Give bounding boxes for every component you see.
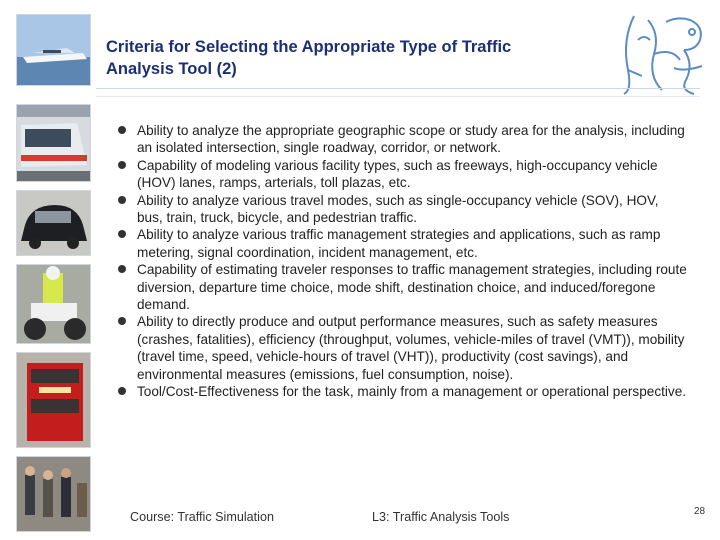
- bullet-dot-icon: [118, 317, 126, 325]
- bullet-text: Capability of modeling various facility types, such as freeways, high-occupancy vehicle (HOV) lanes, ramps, arterials, toll plazas, etc.: [137, 157, 658, 191]
- bullet-dot-icon: [118, 387, 126, 395]
- footer-lecture: L3: Traffic Analysis Tools: [372, 510, 510, 524]
- bus-photo: [16, 352, 91, 448]
- tram-photo: [16, 104, 91, 182]
- page-number: 28: [694, 506, 706, 517]
- title-divider-secondary: [96, 96, 700, 97]
- list-item: [118, 192, 688, 227]
- police-motorcycle-photo: [16, 264, 91, 344]
- bullet-dot-icon: [118, 161, 126, 169]
- footer-course: Course: Traffic Simulation: [130, 510, 274, 524]
- list-item: [118, 122, 688, 157]
- pedestrians-photo: [16, 456, 91, 532]
- bullet-text: Capability of estimating traveler responses to traffic management strategies, including route diversion, departure time choice, mode shift, destination choice, and induced/foregone demand.: [137, 262, 687, 313]
- slide-title-line-1: Criteria for Selecting the Appropriate Type of Traffic: [106, 38, 512, 56]
- bullet-dot-icon: [118, 265, 126, 273]
- bullet-text: Ability to analyze the appropriate geographic scope or study area for the analysis, including an isolated intersection, single roadway, corridor, or network.: [137, 123, 685, 156]
- list-item: [118, 313, 688, 383]
- title-divider: [96, 88, 700, 89]
- slide-title-line-2: Analysis Tool (2): [106, 60, 237, 78]
- bullet-dot-icon: [118, 126, 126, 134]
- bullet-text: Ability to analyze various traffic management strategies and applications, such as ramp metering, signal coordination, incident management, etc.: [137, 227, 661, 260]
- criteria-list: [118, 122, 688, 401]
- list-item: [118, 157, 688, 192]
- bullet-dot-icon: [118, 196, 126, 204]
- bullet-dot-icon: [118, 230, 126, 238]
- boat-photo: [16, 14, 91, 86]
- taxi-photo: [16, 190, 91, 256]
- university-logo: [614, 10, 714, 98]
- list-item: [118, 383, 688, 400]
- bullet-text: Ability to analyze various travel modes, such as single-occupancy vehicle (SOV), HOV, bus, train, truck, bicycle, and pedestrian traffic.: [137, 192, 659, 226]
- list-item: [118, 226, 688, 261]
- list-item: [118, 261, 688, 313]
- bullet-text: Ability to directly produce and output performance measures, such as safety measures (crashes, fatalities), efficiency (throughput, volumes, vehicle-miles of travel (VMT)), mobility (travel time, speed, vehicle-hours of travel (VHT)), productivity (cost savings), and environmental measures (emissions, fuel consumption, noise).: [137, 314, 685, 382]
- bullet-text: Tool/Cost-Effectiveness for the task, mainly from a management or operational perspective.: [137, 384, 687, 400]
- slide-title: [106, 36, 606, 80]
